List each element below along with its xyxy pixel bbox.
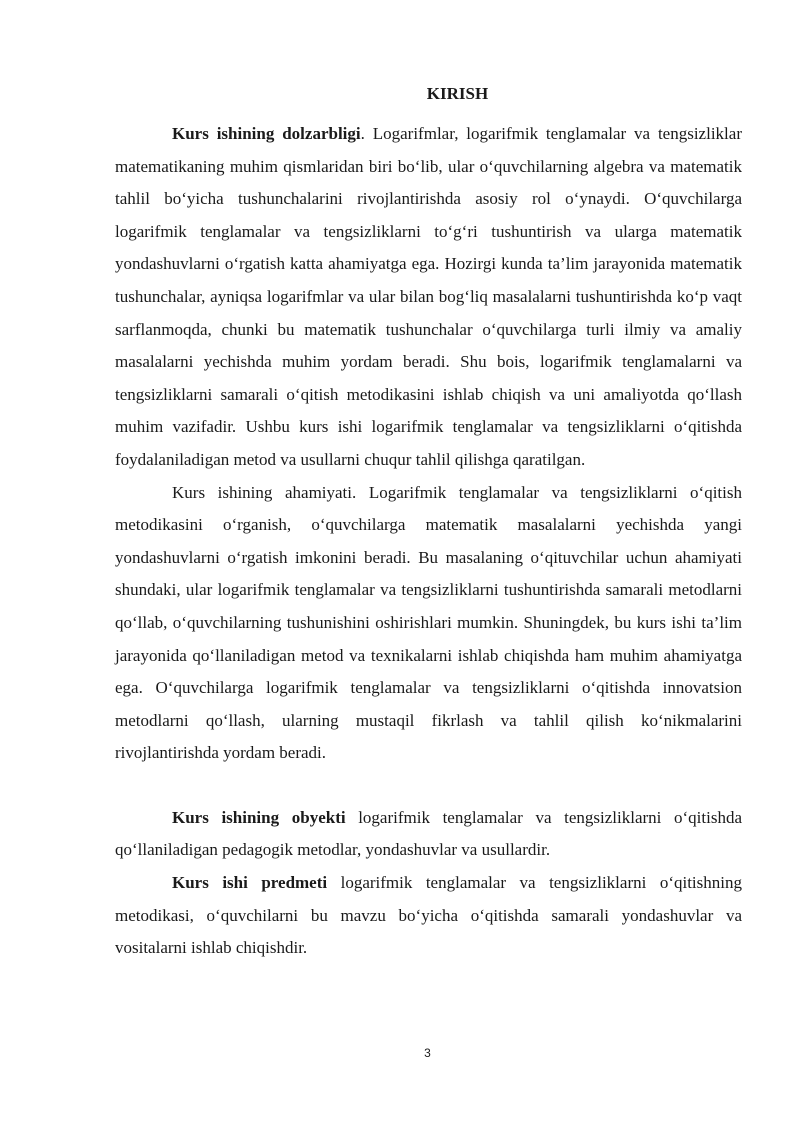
document-body <box>115 118 742 965</box>
paragraph-relevance <box>115 118 742 477</box>
paragraph-text: logarifmik tenglamalar va tengsizliklarni o‘qitishning metodikasi, o‘quvchilarni bu mavzu bo‘yicha o‘qitishda samarali yondashuvlar va vositalarni ishlab chiqishdir. <box>115 873 742 958</box>
paragraph-importance <box>115 477 742 770</box>
paragraph-text: Kurs ishining ahamiyati. Logarifmik tenglamalar va tengsizliklarni o‘qitish metodikasini o‘rganish, o‘quvchilarga matematik masalalarni yechishda yangi yondashuvlarni o‘rgatish imkonini beradi. Bu masalaning o‘qituvchilar uchun ahamiyati shundaki, ular logarifmik tenglamalar va tengsizliklarni tushuntirishda samarali metodlarni qo‘llab, o‘quvchilarning tushunishini oshirishlari mumkin. Shuningdek, bu kurs ishi ta’lim jarayonida qo‘llaniladigan metod va texnikalarni ishlab chiqishda ham muhim ahamiyatga ega. O‘quvchilarga logarifmik tenglamalar va tengsizliklarni o‘qitishda innovatsion metodlarni qo‘llash, ularning mustaqil fikrlash va tahlil qilish ko‘nikmalarini rivojlantirishda yordam beradi. <box>115 482 742 763</box>
paragraph-text: logarifmik tenglamalar va tengsizliklarni o‘qitishda qo‘llaniladigan pedagogik metodlar, yondashuvlar va usullardir. <box>115 807 742 860</box>
paragraph-lead: Kurs ishining dolzarbligi <box>172 124 361 143</box>
paragraph-subject <box>115 867 742 965</box>
paragraph-lead: Kurs ishi predmeti <box>172 873 328 893</box>
paragraph-object <box>115 802 742 867</box>
paragraph-lead: Kurs ishining obyekti <box>172 807 346 827</box>
paragraph-text: . Logarifmlar, logarifmik tenglamalar va tengsizliklar matematikaning muhim qismlaridan biri bo‘lib, ular o‘quvchilarning algebra va matematik tahlil bo‘yicha tushunchalarini rivojlantirishda asosiy rol o‘ynaydi. O‘quvchilarga logarifmik tenglamalar va tengsizliklarni to‘g‘ri tushuntirish va ularga matematik yondashuvlarni o‘rgatish katta ahamiyatga ega. Hozirgi kunda ta’lim jarayonida matematik tushunchalar, ayniqsa logarifmlar va ular bilan bog‘liq masalalarni tushuntirishda ko‘p vaqt sarflanmoqda, chunki bu matematik tushunchalar o‘quvchilarga turli ilmiy va amaliy masalalarni yechishda muhim yordam beradi. Shu bois, logarifmik tenglamalarni va tengsizliklarni samarali o‘qitish metodikasini ishlab chiqish va uni amaliyotda qo‘llash muhim vazifadir. Ushbu kurs ishi logarifmik tenglamalar va tengsizliklarni o‘qitishda foydalaniladigan metod va usullarni chuqur tahlil qilishga qaratilgan. <box>115 124 742 469</box>
section-title: KIRISH <box>426 84 489 103</box>
page-number: 3 <box>424 1046 431 1060</box>
